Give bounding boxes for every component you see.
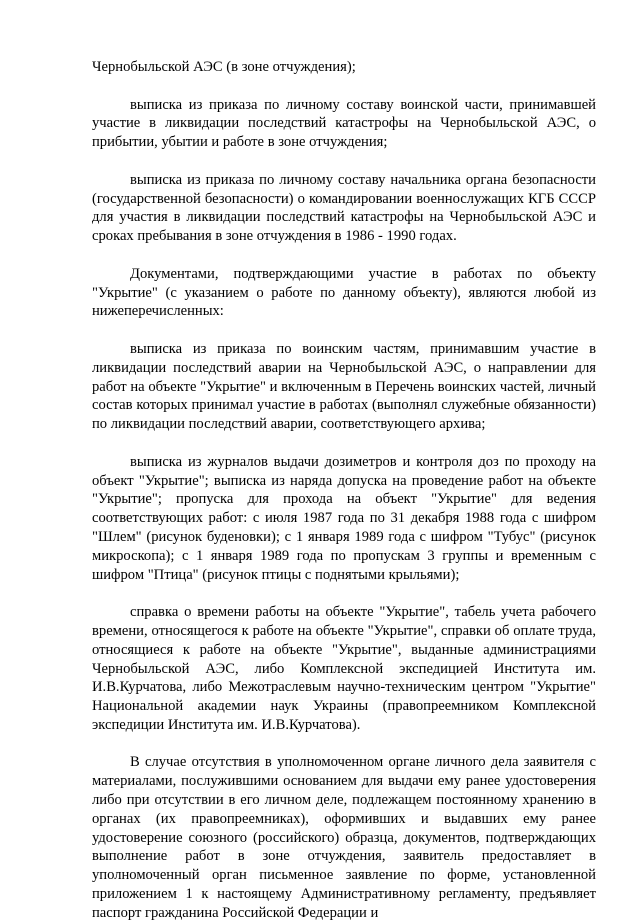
paragraph-continuation: Чернобыльской АЭС (в зоне отчуждения);	[92, 59, 356, 75]
paragraph-military-unit-order: выписка из приказа по личному составу воинской части, принимавшей участие в ликвидации последствий катастрофы на Чернобыльской АЭС, о прибытии, убытии и работе в зоне отчуждения;	[92, 96, 596, 151]
paragraph-military-units-extract: выписка из приказа по воинским частям, принимавшим участие в ликвидации последствий аварии на Чернобыльской АЭС, о направлении для работ на объекте "Укрытие" и включенным в Перечень воинских частей, личный состав которых принимал участие в работах (выполнял служебные обязанности) по ликвидации последствий аварии, соответствующего архива;	[92, 340, 596, 433]
paragraph-work-time-certificate: справка о времени работы на объекте "Укрытие", табель учета рабочего времени, относящегося к работе на объекте "Укрытие", справки об оплате труда, относящиеся к работе на объекте "Укрытие", выданные администрациями Чернобыльской АЭС, либо Комплексной экспедицией Института им. И.В.Курчатова, либо Межотраслевым научно-техническим центром "Укрытие" Национальной академии наук Украины (правопреемником Комплексной экспедиции Института им. И.В.Курчатова).	[92, 604, 596, 733]
document-page	[92, 58, 596, 923]
paragraph-ukrytie-documents-intro: Документами, подтверждающими участие в работах по объекту "Укрытие" (с указанием о работе по данному объекту), являются любой из нижеперечисленных:	[92, 265, 596, 320]
paragraph-dosimeter-journals: выписка из журналов выдачи дозиметров и контроля доз по проходу на объект "Укрытие"; выписка из наряда допуска на проведение работ на объекте "Укрытие"; пропуска для прохода на объект "Укрытие" для ведения соответствующих работ: с июля 1987 года по 31 декабря 1988 года с шифром "Шлем" (рисунок буденовки); с 1 января 1989 года с шифром "Тубус" (рисунок микроскопа); с 1 января 1989 года по пропускам 3 группы и временным с шифром "Птица" (рисунок птицы с поднятыми крыльями);	[92, 453, 596, 583]
paragraph-absence-of-file: В случае отсутствия в уполномоченном органе личного дела заявителя с материалами, послужившими основанием для выдачи ему ранее удостоверения либо при отсутствии в его личном деле, подлежащем постоянному хранению в органах (их правопреемниках), оформивших и выдавших ему ранее удостоверение союзного (российского) образца, документов, подтверждающих выполнение работ в зоне отчуждения, заявитель предоставляет в уполномоченный орган письменное заявление по форме, установленной приложением 1 к настоящему Административному регламенту, предъявляет паспорт гражданина Российской Федерации и	[92, 754, 596, 921]
paragraph-kgb-order: выписка из приказа по личному составу начальника органа безопасности (государственной безопасности) о командировании военнослужащих КГБ СССР для участия в ликвидации последствий катастрофы на Чернобыльской АЭС и сроках пребывания в зоне отчуждения в 1986 - 1990 годах.	[92, 171, 596, 245]
